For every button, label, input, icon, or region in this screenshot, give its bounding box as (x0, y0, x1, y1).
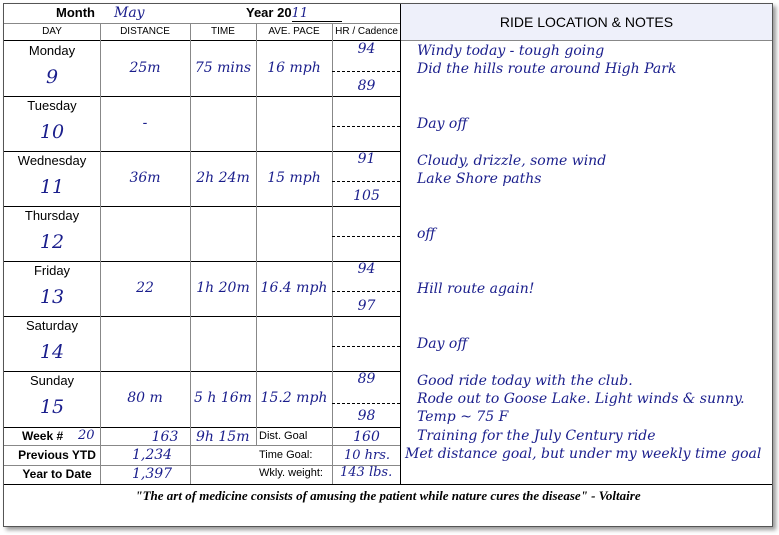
hr-top-value: 91 (357, 151, 376, 167)
day-name: Thursday (24, 208, 80, 223)
time-value: 1h 20m (196, 280, 250, 296)
ytd-value: 1,397 (132, 466, 173, 482)
note-line: off (417, 226, 436, 242)
note-line: Rode out to Goose Lake. Light winds & sunny. (417, 391, 745, 407)
time-goal-value: 10 hrs. (344, 448, 391, 463)
hr-separator (332, 71, 400, 72)
month-label: Month (56, 5, 95, 20)
week-time: 9h 15m (196, 429, 250, 445)
year-value: 11 (292, 6, 342, 22)
summary-note: Training for the July Century ride (417, 428, 656, 444)
hr-top-value: 89 (357, 371, 376, 387)
hr-separator (332, 346, 400, 347)
time-value: 75 mins (194, 60, 252, 76)
pace-value: 16.4 mph (260, 280, 328, 296)
year-prefix: Year 20 (246, 5, 292, 20)
hr-separator (332, 403, 400, 404)
day-date: 10 (39, 121, 65, 143)
pace-value: 15.2 mph (260, 390, 328, 406)
day-date: 11 (39, 176, 65, 198)
hr-bottom-value: 97 (357, 298, 376, 314)
hr-bottom-value: 98 (357, 408, 376, 424)
hr-top-value: 94 (357, 261, 376, 277)
col-header-distance: DISTANCE (120, 26, 170, 37)
day-date: 15 (39, 396, 65, 418)
col-line (256, 23, 257, 446)
day-name: Friday (33, 263, 71, 278)
day-date: 9 (45, 66, 59, 88)
ytd-label: Year to Date (22, 467, 92, 481)
note-line: Did the hills route around High Park (417, 61, 677, 77)
col-header-hr: HR / Cadence (335, 26, 398, 37)
notes-title: RIDE LOCATION & NOTES (499, 14, 674, 30)
col-line (190, 23, 191, 484)
note-line: Day off (417, 336, 468, 352)
time-goal-label: Time Goal: (259, 449, 313, 461)
note-line: Lake Shore paths (417, 171, 542, 187)
weight-label: Wkly. weight: (259, 467, 323, 479)
day-date: 14 (39, 341, 65, 363)
week-value: 20 (78, 428, 95, 443)
dist-goal-value: 160 (353, 429, 380, 445)
weight-value: 143 lbs. (340, 465, 393, 480)
week-label: Week # (22, 429, 64, 443)
training-log-sheet (3, 3, 773, 527)
note-line: Temp ~ 75 F (417, 409, 509, 425)
row-line (4, 206, 401, 207)
footer-quote: "The art of medicine consists of amusing the patient while nature cures the disease" - Voltaire (135, 488, 641, 503)
year-label (246, 5, 342, 22)
col-header-day: DAY (42, 26, 62, 37)
day-name: Wednesday (17, 153, 87, 168)
row-line (4, 316, 401, 317)
hr-bottom-value: 105 (353, 188, 380, 204)
prev-ytd-label: Previous YTD (18, 448, 96, 462)
hr-separator (332, 291, 400, 292)
header-divider (4, 23, 401, 24)
note-line: Hill route again! (417, 281, 535, 297)
distance-value: 36m (129, 170, 161, 186)
row-line (4, 96, 401, 97)
prev-ytd-value: 1,234 (132, 447, 173, 463)
row-line (4, 427, 401, 428)
hr-separator (332, 236, 400, 237)
summary-bottom-line (4, 484, 772, 485)
note-line: Day off (417, 116, 468, 132)
dist-goal-label: Dist. Goal (259, 430, 308, 442)
day-date: 12 (39, 231, 65, 253)
pace-value: 15 mph (267, 170, 321, 186)
pace-value: 16 mph (267, 60, 321, 76)
month-value: May (114, 5, 145, 21)
day-name: Sunday (29, 373, 75, 388)
summary-note: Met distance goal, but under my weekly time goal (405, 446, 762, 462)
time-value: 5 h 16m (194, 390, 252, 406)
hr-separator (332, 181, 400, 182)
distance-value: 25m (129, 60, 161, 76)
col-header-time: TIME (211, 26, 235, 37)
notes-header-line (401, 40, 772, 41)
hr-separator (332, 126, 400, 127)
hr-bottom-value: 89 (357, 78, 376, 94)
time-value: 2h 24m (196, 170, 250, 186)
distance-value: 80 m (127, 390, 163, 406)
week-distance: 163 (151, 429, 179, 445)
note-line: Good ride today with the club. (417, 373, 633, 389)
hr-top-value: 94 (357, 41, 376, 57)
col-line (100, 23, 101, 484)
distance-value: 22 (136, 280, 154, 296)
distance-value: - (142, 115, 148, 131)
day-date: 13 (39, 286, 65, 308)
summary-line (4, 445, 401, 446)
col-header-pace: AVE. PACE (268, 26, 320, 37)
day-name: Tuesday (27, 98, 77, 113)
note-line: Cloudy, drizzle, some wind (417, 153, 607, 169)
day-name: Saturday (25, 318, 79, 333)
note-line: Windy today - tough going (417, 43, 605, 59)
day-name: Monday (28, 43, 76, 58)
